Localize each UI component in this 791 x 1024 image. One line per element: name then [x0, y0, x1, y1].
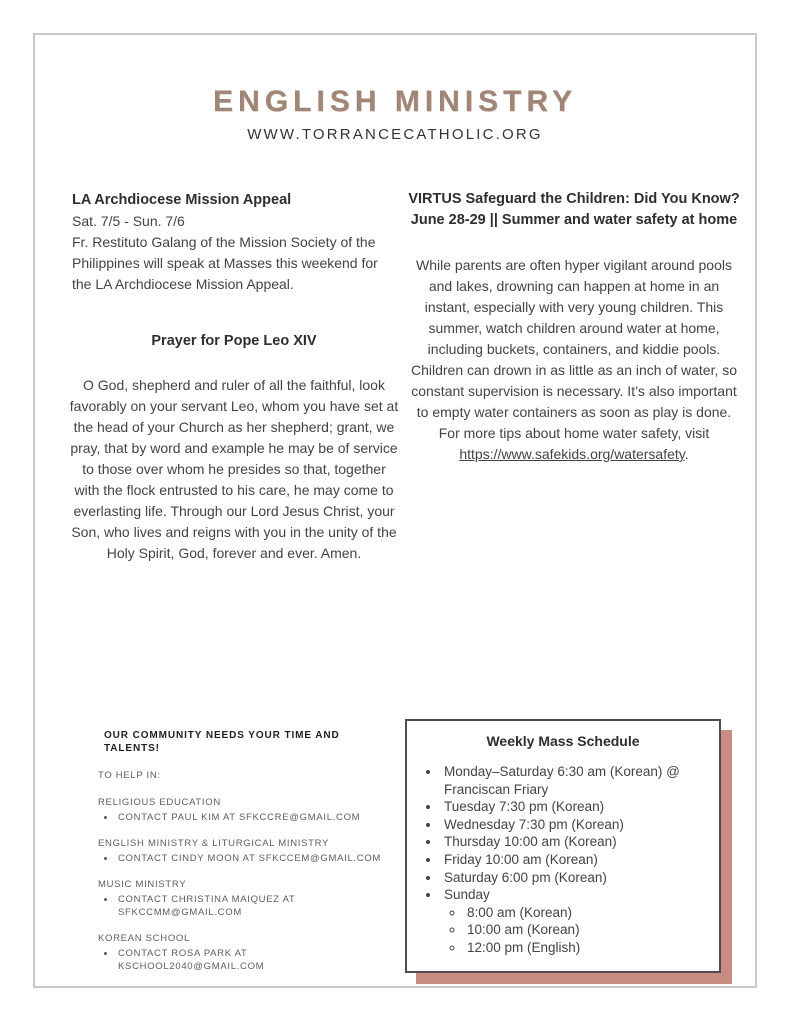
community-group-name: ENGLISH MINISTRY & LITURGICAL MINISTRY [98, 838, 330, 849]
virtus-body [407, 255, 741, 465]
page-title: ENGLISH MINISTRY [213, 85, 577, 118]
mass-schedule-item: • Friday 10:00 am (Korean) [441, 851, 703, 869]
mass-schedule-item: • Wednesday 7:30 pm (Korean) [441, 816, 703, 834]
sunday-mass-time: ◦ 10:00 am (Korean) [465, 921, 703, 939]
safekids-link[interactable]: https://www.safekids.org/watersafety [459, 446, 685, 462]
community-group-religious-education [98, 796, 386, 824]
sunday-mass-time: ◦ 8:00 am (Korean) [465, 904, 703, 922]
mass-schedule-item-label: Sunday [444, 887, 490, 903]
article-prayer [69, 331, 399, 564]
mass-schedule-item-sunday [441, 886, 703, 956]
prayer-heading: Prayer for Pope Leo XIV [151, 333, 317, 349]
mass-schedule-item: • Saturday 6:00 pm (Korean) [441, 869, 703, 887]
bulletin-page [33, 33, 757, 988]
prayer-body: O God, shepherd and ruler of all the faithful, look favorably on your servant Leo, whom you have set at the head of your Church as her shepherd; grant, we pray, that by word and example he may be of service to those over whom he presides so that, together with the flock entrusted to his care, he may come to everlasting life. Through our Lord Jesus Christ, your Son, who lives and reigns with you in the unity of the Holy Spirit, God, forever and ever. Amen. [69, 377, 399, 561]
virtus-body-suffix: . [684, 446, 689, 462]
virtus-heading [407, 189, 741, 231]
mass-schedule-item: • Monday–Saturday 6:30 am (Korean) @ Franciscan Friary [441, 763, 703, 798]
community-contact: • CONTACT ROSA PARK AT KSCHOOL2040@GMAIL.COM [116, 947, 386, 973]
website-url: WWW.TORRANCECATHOLIC.ORG [247, 126, 543, 143]
mission-appeal-dates: Sat. 7/5 - Sun. 7/6 [72, 213, 185, 229]
community-group-name: MUSIC MINISTRY [98, 879, 187, 890]
community-contact: • CONTACT PAUL KIM AT SFKCCRE@GMAIL.COM [116, 811, 386, 824]
community-section [98, 729, 386, 986]
community-group-name: RELIGIOUS EDUCATION [98, 797, 221, 808]
community-heading: OUR COMMUNITY NEEDS YOUR TIME AND TALENTS! [104, 730, 340, 754]
sunday-mass-time: ◦ 12:00 pm (English) [465, 939, 703, 957]
virtus-heading-line2: June 28-29 || Summer and water safety at home [410, 212, 738, 228]
page-header [35, 85, 755, 143]
mission-appeal-heading: LA Archdiocese Mission Appeal [72, 192, 292, 208]
community-group-music-ministry [98, 878, 386, 919]
virtus-heading-line1: VIRTUS Safeguard the Children: Did You Know? [408, 191, 740, 207]
community-contact: • CONTACT CINDY MOON AT SFKCCEM@GMAIL.COM [116, 852, 386, 865]
sunday-mass-sublist [465, 904, 703, 957]
mass-schedule-list [441, 763, 703, 957]
article-mission-appeal [72, 190, 396, 295]
mass-schedule-heading: Weekly Mass Schedule [486, 733, 640, 749]
mass-schedule-item: • Tuesday 7:30 pm (Korean) [441, 798, 703, 816]
community-group-name: KOREAN SCHOOL [98, 933, 190, 944]
community-group-english-ministry [98, 837, 386, 865]
community-intro: TO HELP IN: [98, 770, 161, 781]
virtus-body-text: While parents are often hyper vigilant around pools and lakes, drowning can happen at home in an instant, especially with very young children. This summer, watch children around water at home, including buckets, containers, and kiddie pools. Children can drown in as little as an inch of water, so constant supervision is necessary. It’s also important to empty water containers as soon as play is done. For more tips about home water safety, visit [410, 257, 738, 441]
mass-schedule-item: • Thursday 10:00 am (Korean) [441, 833, 703, 851]
article-virtus [407, 189, 741, 465]
community-group-korean-school [98, 932, 386, 973]
weekly-mass-schedule-box [405, 719, 721, 973]
mission-appeal-body: Fr. Restituto Galang of the Mission Society of the Philippines will speak at Masses this weekend for the LA Archdiocese Mission Appeal. [72, 234, 378, 292]
community-contact: • CONTACT CHRISTINA MAIQUEZ AT SFKCCMM@GMAIL.COM [116, 893, 386, 919]
